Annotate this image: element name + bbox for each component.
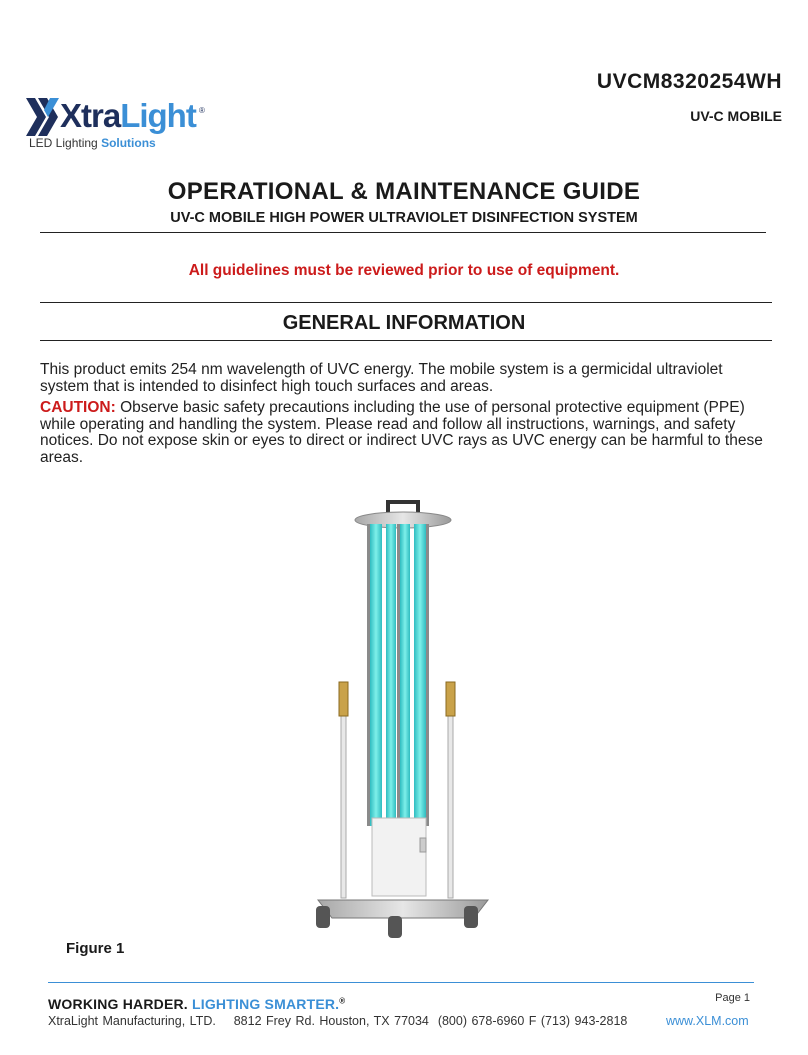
left-pole-sensor xyxy=(339,682,348,716)
uv-lamp-4 xyxy=(414,524,426,826)
section-divider-top xyxy=(40,302,772,303)
base-column xyxy=(372,818,426,896)
logo-tagline xyxy=(29,136,156,150)
page-number: Page 1 xyxy=(715,992,750,1004)
logo-wordmark xyxy=(60,96,196,136)
lamp-frame-mid xyxy=(397,524,400,826)
footer-slogan xyxy=(48,996,345,1012)
figure-caption: Figure 1 xyxy=(66,940,125,957)
title-divider xyxy=(40,232,766,233)
carry-handle[interactable] xyxy=(388,502,418,512)
product-line: UV-C MOBILE xyxy=(690,108,782,124)
lamp-frame-left xyxy=(367,524,370,826)
uvc-mobile-unit-figure xyxy=(288,498,518,946)
uv-lamp-2 xyxy=(386,524,396,826)
slogan-part2: LIGHTING SMARTER. xyxy=(191,996,340,1012)
slogan-mark: ® xyxy=(339,996,346,1006)
uv-lamp-1 xyxy=(370,524,382,826)
logo-word-xtra: Xtra xyxy=(60,97,121,134)
right-pole-sensor xyxy=(446,682,455,716)
logo-word-light: Light xyxy=(120,97,196,134)
caution-label: CAUTION: xyxy=(40,399,116,416)
intro-paragraph: This product emits 254 nm wavelength of UVC energy. The mobile system is a germicidal ultraviolet system that is intended to disinfect high touch surfaces and areas. xyxy=(40,361,723,395)
logo-tagline-part1: LED Lighting xyxy=(29,136,98,150)
power-switch[interactable] xyxy=(420,838,426,852)
document-title: OPERATIONAL & MAINTENANCE GUIDE xyxy=(167,178,641,205)
company-website-link[interactable]: www.XLM.com xyxy=(666,1014,749,1028)
caster-left xyxy=(316,906,330,928)
section-heading: GENERAL INFORMATION xyxy=(282,312,526,334)
guidelines-warning: All guidelines must be reviewed prior to use of equipment. xyxy=(188,262,620,279)
brand-logo xyxy=(26,96,226,152)
document-subtitle: UV-C MOBILE HIGH POWER ULTRAVIOLET DISINFECTION SYSTEM xyxy=(170,210,638,226)
logo-tagline-part2: Solutions xyxy=(101,136,156,150)
model-number: UVCM8320254WH xyxy=(596,70,782,93)
caster-right xyxy=(464,906,478,928)
caution-text: Observe basic safety precautions including the use of personal protective equipment (PPE) while operating and handling the system. Please read and follow all instructions, warnings, and safety notices. Do not expose skin or eyes to direct or indirect UVC rays as UVC energy can be harmful to these areas. xyxy=(40,399,763,466)
uv-lamp-3 xyxy=(400,524,410,826)
caution-paragraph xyxy=(40,400,770,466)
base-plate xyxy=(318,900,488,918)
caster-center xyxy=(388,916,402,938)
xtralight-x-mark-icon xyxy=(26,98,62,136)
company-address: XtraLight Manufacturing, LTD. 8812 Frey Rd. Houston, TX 77034 (800) 678-6960 F (713) 943-2818 xyxy=(48,1014,628,1028)
footer-divider xyxy=(48,982,754,983)
logo-registered-mark: ® xyxy=(199,106,205,115)
slogan-part1: WORKING HARDER. xyxy=(48,996,188,1012)
section-divider-bottom xyxy=(40,340,772,341)
lamp-frame-right xyxy=(426,524,429,826)
